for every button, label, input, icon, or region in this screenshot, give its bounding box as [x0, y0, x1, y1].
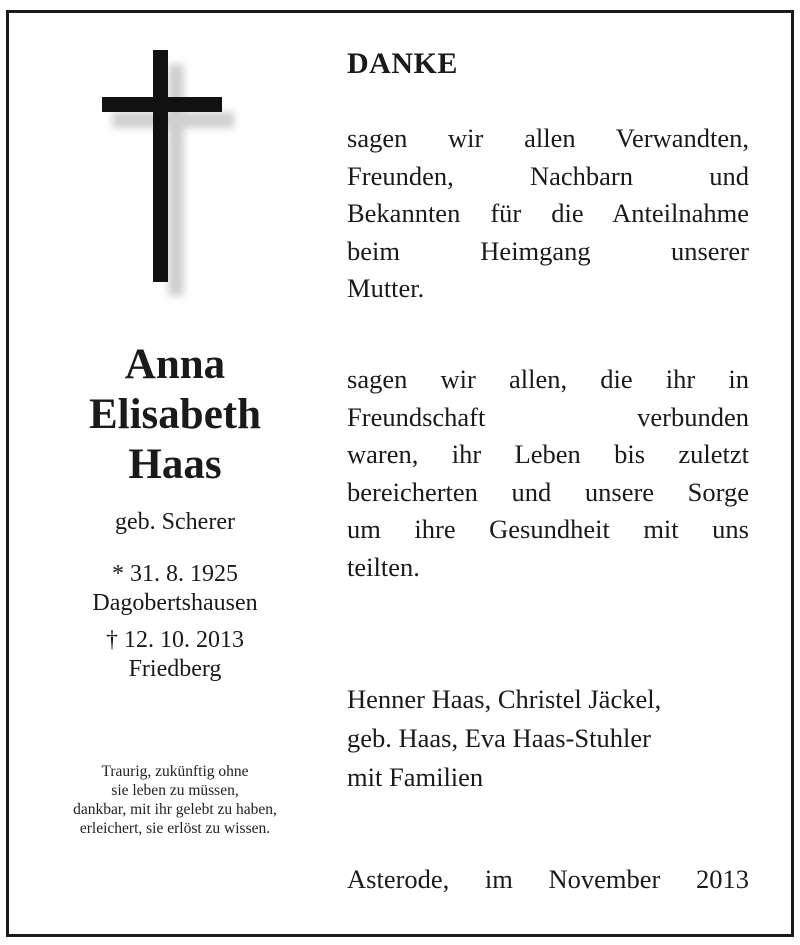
- signer-line: geb. Haas, Eva Haas-Stuhler: [347, 723, 651, 753]
- paragraph-line: waren, ihr Leben bis zuletzt: [347, 439, 749, 469]
- saying-line: sie leben zu müssen,: [111, 782, 239, 799]
- paragraph-line: Freunden, Nachbarn und: [347, 160, 749, 191]
- place-and-date: Asterode, im November 2013: [347, 864, 749, 894]
- paragraph-line: um ihre Gesundheit mit uns: [347, 514, 749, 544]
- cross-vertical-bar: [153, 50, 168, 282]
- heading-danke: DANKE: [347, 47, 458, 80]
- signers: [347, 680, 749, 797]
- paragraph-line: sagen wir allen, die ihr in: [347, 364, 749, 394]
- cross-horizontal-bar: [102, 97, 222, 112]
- paragraph-line: Mutter.: [347, 273, 425, 303]
- thanks-paragraph-friends: [347, 361, 749, 586]
- saying-line: Traurig, zukünftig ohne: [101, 763, 249, 780]
- paragraph-line: sagen wir allen Verwandten,: [347, 123, 749, 153]
- paragraph-line: beim Heimgang unserer: [347, 235, 749, 266]
- death-place: Friedberg: [128, 656, 222, 682]
- paragraph-line: bereicherten und unsere Sorge: [347, 476, 749, 507]
- paragraph-line: Freundschaft verbunden: [347, 401, 749, 432]
- birth-place: Dagobertshausen: [92, 590, 258, 616]
- life-dates: [40, 560, 310, 684]
- saying-line: erleichert, sie erlöst zu wissen.: [79, 820, 271, 837]
- first-name: Anna: [124, 341, 226, 388]
- memorial-saying: [40, 762, 310, 838]
- cross-icon: [100, 50, 225, 298]
- death-date: † 12. 10. 2013: [106, 627, 244, 653]
- maiden-name: geb. Scherer: [115, 509, 235, 535]
- middle-name: Elisabeth: [88, 391, 262, 438]
- signer-line: Henner Haas, Christel Jäckel,: [347, 684, 662, 714]
- deceased-name: [40, 340, 310, 490]
- last-name: Haas: [128, 441, 222, 488]
- thanks-paragraph-relatives: [347, 120, 749, 308]
- signer-line: mit Familien: [347, 762, 484, 792]
- paragraph-line: Bekannten für die Anteilnahme: [347, 198, 749, 228]
- paragraph-line: teilten.: [347, 551, 420, 582]
- saying-line: dankbar, mit ihr gelebt zu haben,: [73, 801, 277, 818]
- cross-shadow-horizontal: [112, 112, 234, 128]
- birth-date: * 31. 8. 1925: [112, 561, 238, 587]
